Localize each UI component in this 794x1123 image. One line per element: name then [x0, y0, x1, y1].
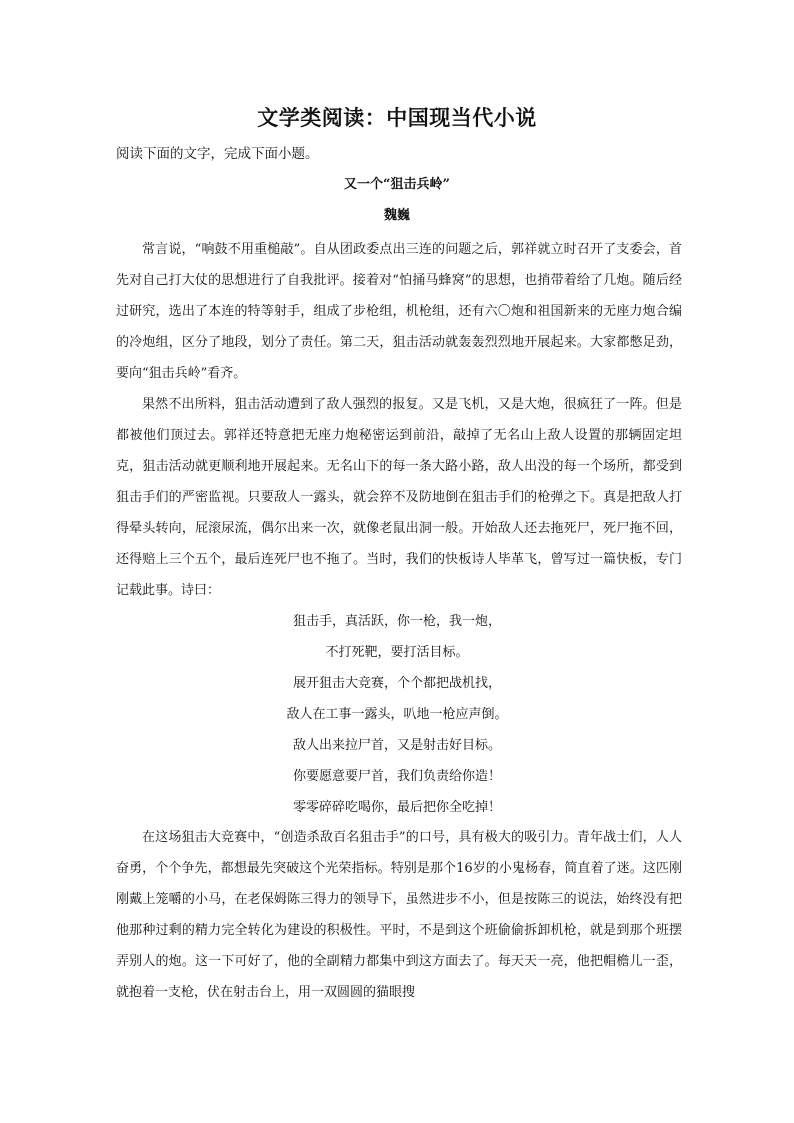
story-body-part-1 — [116, 234, 682, 606]
reading-instruction: 阅读下面的文字，完成下面小题。 — [116, 146, 319, 162]
poem-line: 狙击手，真活跃，你一枪，我一炮， — [292, 614, 501, 629]
poem-line: 敌人出来拉尸首，又是射击好目标。 — [292, 738, 501, 753]
story-author: 魏巍 — [383, 208, 410, 223]
paragraph: 果然不出所料，狙击活动遭到了敌人强烈的报复。又是飞机，又是大炮，很疯狂了一阵。但是都被他们顶过去。郭祥还特意把无座力炮秘密运到前沿，敲掉了无名山上敌人设置的那辆固定坦克，狙击活动就更顺利地开展起来。无名山下的每一条大路小路，敌人出没的每一个场所，都受到狙击手们的严密监视。只要敌人一露头，就会猝不及防地倒在狙击手们的枪弹之下。真是把敌人打得晕头转向，屁滚尿流，偶尔出来一次，就像老鼠出洞一般。开始敌人还去拖死尸，死尸拖不回，还得赔上三个五个，最后连死尸也不拖了。当时，我们的快板诗人毕革飞，曾写过一篇快板，专门记载此事。诗曰： — [116, 397, 682, 598]
story-title: 又一个“狙击兵岭” — [344, 177, 450, 192]
kuaiban-poem — [0, 606, 794, 823]
story-body-part-2 — [116, 822, 682, 1008]
poem-line: 展开狙击大竞赛，个个都把战机找， — [292, 676, 501, 691]
paragraph: 常言说，“响鼓不用重槌敲”。自从团政委点出三连的问题之后，郭祥就立时召开了支委会，首先对自己打大仗的思想进行了自我批评。接着对“怕捅马蜂窝”的思想，也捎带着给了几炮。随后经过研究，选出了本连的特等射手，组成了步枪组，机枪组，还有六〇炮和祖国新来的无座力炮合编的冷炮组，区分了地段，划分了责任。第二天，狙击活动就轰轰烈烈地开展起来。大家都憋足劲，要向“狙击兵岭”看齐。 — [116, 242, 682, 381]
poem-line: 敌人在工事一露头，叭地一枪应声倒。 — [286, 707, 508, 722]
poem-line: 零零碎碎吃喝你，最后把你全吃掉！ — [292, 800, 501, 815]
document-title: 文学类阅读：中国现当代小说 — [257, 105, 537, 130]
poem-line: 不打死靶，要打活目标。 — [325, 645, 469, 660]
paragraph: 在这场狙击大竞赛中，“创造杀敌百名狙击手”的口号，具有极大的吸引力。青年战士们，人人奋勇，个个争先，都想最先突破这个光荣指标。特别是那个16岁的小鬼杨春，简直着了迷。这匹刚刚戴上笼嚼的小马，在老保姆陈三得力的领导下，虽然进步不小，但是按陈三的说法，始终没有把他那种过剩的精力完全转化为建设的积极性。平时，不是到这个班偷偷拆卸机枪，就是到那个班摆弄别人的炮。这一下可好了，他的全副精力都集中到这方面去了。每天天一亮，他把帽檐儿一歪，就抱着一支枪，伏在射击台上，用一双圆圆的猫眼搜 — [116, 830, 682, 1000]
poem-line: 你要愿意要尸首，我们负责给你造！ — [292, 769, 501, 784]
